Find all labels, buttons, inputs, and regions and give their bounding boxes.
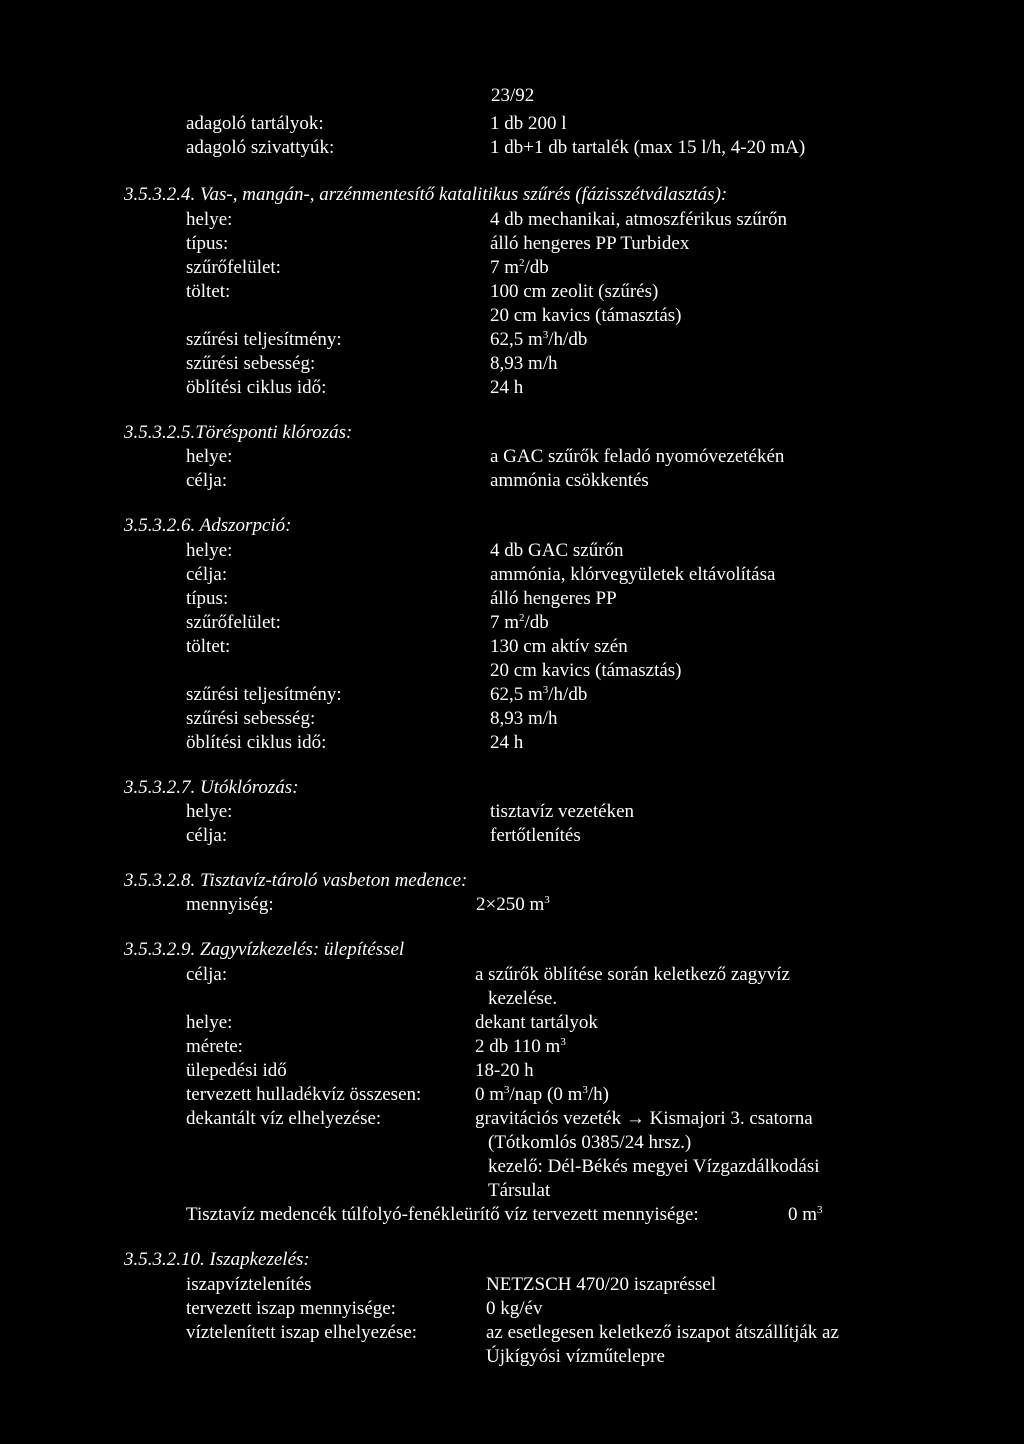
field-label: helye:	[186, 446, 233, 467]
field-value: 62,5 $m^3/h/db$	[490, 329, 588, 350]
field-label: szűrőfelület:	[186, 612, 281, 633]
section-heading: 3.5.3.2.4. Vas-, mangán-, arzénmentesítő katalitikus szűrés (fázisszétválasztás):	[124, 184, 728, 205]
field-label: szűrőfelület:	[186, 257, 281, 278]
field-label: dekantált víz elhelyezése:	[186, 1108, 382, 1129]
field-value: dekant tartályok	[475, 1012, 598, 1033]
field-label: célja:	[186, 825, 228, 846]
section-heading: 3.5.3.2.5.Törésponti klórozás:	[124, 422, 353, 443]
dosing-tanks-label: adagoló tartályok:	[186, 113, 324, 134]
field-value: kezelő: Dél-Békés megyei Vízgazdálkodási	[488, 1156, 820, 1177]
field-value: 18-20 h	[475, 1060, 534, 1081]
field-value: tisztavíz vezetéken	[490, 801, 635, 822]
section-heading: 3.5.3.2.7. Utóklórozás:	[124, 777, 299, 798]
field-label: helye:	[186, 209, 233, 230]
field-value: 0 $m^3$/nap (0 $m^3/h$)	[475, 1084, 609, 1105]
field-value: 0 kg/év	[486, 1298, 543, 1319]
field-value: 20 cm kavics (támasztás)	[490, 305, 682, 326]
field-value: ammónia csökkentés	[490, 470, 649, 491]
field-value: NETZSCH 470/20 iszapréssel	[486, 1274, 717, 1295]
field-value: 62,5 $m^3/h/db$	[490, 684, 588, 705]
field-value: 7 $m^2/db$	[490, 257, 549, 278]
field-label: szűrési teljesítmény:	[186, 684, 342, 705]
field-value: (Tótkomlós 0385/24 hrsz.)	[488, 1132, 692, 1153]
field-label: típus:	[186, 233, 229, 254]
field-value: 2 db 110 $m^3$	[475, 1036, 566, 1057]
field-value: gravitációs vezeték → Kismajori 3. csatorna	[475, 1108, 813, 1129]
field-label: célja:	[186, 964, 228, 985]
section-heading: 3.5.3.2.10. Iszapkezelés:	[124, 1249, 310, 1270]
field-value: 4 db mechanikai, atmoszférikus szűrőn	[490, 209, 788, 230]
dosing-tanks-value: 1 db 200 l	[490, 113, 567, 134]
field-label: célja:	[186, 470, 228, 491]
field-value: 20 cm kavics (támasztás)	[490, 660, 682, 681]
field-value: álló hengeres PP Turbidex	[490, 233, 690, 254]
section-heading: 3.5.3.2.8. Tisztavíz-tároló vasbeton medence:	[124, 870, 468, 891]
dosing-pumps-label: adagoló szivattyúk:	[186, 137, 335, 158]
field-label: tervezett iszap mennyisége:	[186, 1298, 396, 1319]
field-value: Újkígyósi vízműtelepre	[486, 1346, 665, 1367]
field-value: Társulat	[488, 1180, 551, 1201]
field-value: a GAC szűrők feladó nyomóvezetékén	[490, 446, 785, 467]
field-label: öblítési ciklus idő:	[186, 732, 327, 753]
field-label: szűrési sebesség:	[186, 708, 316, 729]
field-value: a szűrők öblítése során keletkező zagyvíz	[475, 964, 790, 985]
field-label: tervezett hulladékvíz összesen:	[186, 1084, 422, 1105]
section-heading: 3.5.3.2.6. Adszorpció:	[124, 515, 292, 536]
field-label: öblítési ciklus idő:	[186, 377, 327, 398]
field-value: 100 cm zeolit (szűrés)	[490, 281, 659, 302]
field-label: helye:	[186, 540, 233, 561]
field-value: 130 cm aktív szén	[490, 636, 628, 657]
field-label: típus:	[186, 588, 229, 609]
dosing-pumps-value: 1 db+1 db tartalék (max 15 l/h, 4-20 mA)	[490, 137, 806, 158]
field-label: iszapvíztelenítés	[186, 1274, 312, 1295]
field-value: 2×250 $m^3$	[476, 894, 550, 915]
field-value: 24 h	[490, 377, 524, 398]
field-value: az esetlegesen keletkező iszapot átszállítják az	[486, 1322, 839, 1343]
field-label: szűrési teljesítmény:	[186, 329, 342, 350]
field-label: szűrési sebesség:	[186, 353, 316, 374]
field-label: víztelenített iszap elhelyezése:	[186, 1322, 418, 1343]
field-label: célja:	[186, 564, 228, 585]
field-label: helye:	[186, 1012, 233, 1033]
page-number: 23/92	[491, 85, 535, 106]
field-label: ülepedési idő	[186, 1060, 287, 1081]
field-value: 7 $m^2/db$	[490, 612, 549, 633]
section-heading: 3.5.3.2.9. Zagyvízkezelés: ülepítéssel	[124, 939, 405, 960]
field-label: helye:	[186, 801, 233, 822]
field-value: 8,93 m/h	[490, 353, 558, 374]
field-label: töltet:	[186, 636, 231, 657]
field-value: 4 db GAC szűrőn	[490, 540, 624, 561]
field-value: 0 $m^3$	[788, 1204, 823, 1225]
field-value: álló hengeres PP	[490, 588, 617, 609]
field-value: kezelése.	[488, 988, 558, 1009]
field-label: töltet:	[186, 281, 231, 302]
field-label: mérete:	[186, 1036, 243, 1057]
field-value: fertőtlenítés	[490, 825, 581, 846]
field-label: mennyiség:	[186, 894, 274, 915]
field-value: 24 h	[490, 732, 524, 753]
field-value: 8,93 m/h	[490, 708, 558, 729]
field-value: ammónia, klórvegyületek eltávolítása	[490, 564, 776, 585]
field-label: Tisztavíz medencék túlfolyó-fenékleürítő víz tervezett mennyisége:	[186, 1204, 699, 1225]
